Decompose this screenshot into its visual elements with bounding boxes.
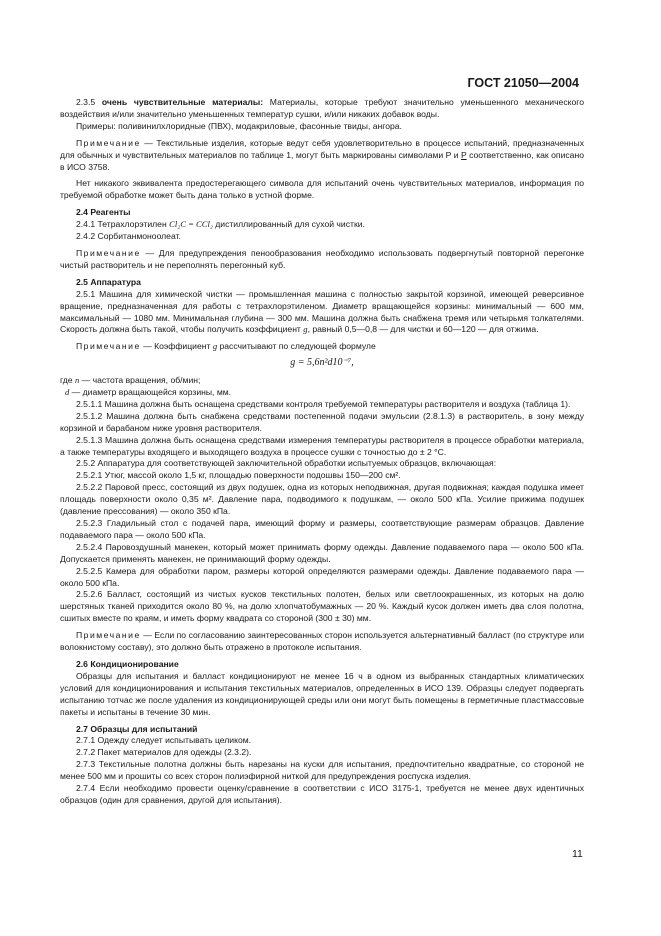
page-number: 11 <box>572 848 583 860</box>
heading-2-4: 2.4 Реагенты <box>76 207 131 218</box>
item-2-5-1-1: 2.5.1.1 Машина должна быть оснащена средствами контроля требуемой температуры растворителя и воздуха (таблица 1). <box>76 398 571 409</box>
item-2-7-3: 2.7.3 Текстильные полотна должны быть нарезаны на куски для испытания, предпочтительно квадратные, со стороной не менее 500 мм и прошиты со всех сторон полиэфирной ниткой для предупреждения роспуска изделия. <box>60 759 584 782</box>
heading-2-6: 2.6 Кондиционирование <box>76 658 179 669</box>
item-2-5-2: 2.5.2 Аппаратура для соответствующей заключительной обработки испытуемых образцов, включающая: <box>76 458 497 469</box>
item-2-5-2-2: 2.5.2.2 Паровой пресс, состоящий из двух подушек, одна из которых неподвижная, другая подвижная; каждая подушка имеет площадь поверхности около 0,35 м². Давление пара, подводимого к подушкам, — около 500 кПа. Усилие прижима подушек (давление прессования) — около 350 кПа. <box>60 482 584 517</box>
care-symbol-p: P <box>461 149 467 160</box>
note-2: Примечание — Для предупреждения пенообразования необходимо использовать подвергнутый повторной перегонке чистый растворитель и не переполнять перегонный куб. <box>60 247 584 270</box>
note-4: Примечание — Если по согласованию заинтересованных сторон используется альтернативный балласт (по структуре или волокнистому составу), это должно быть отражено в протоколе испытания. <box>60 630 584 653</box>
note-label: Примечание <box>76 341 141 352</box>
item-2-4-2: 2.4.2 Сорбитанмоноолеат. <box>76 231 181 242</box>
item-2-5-2-1: 2.5.2.1 Утюг, массой около 1,5 кг, площадью поверхности подошвы 150—200 см². <box>76 470 401 481</box>
document-body <box>60 97 584 807</box>
item-2-5-1: 2.5.1 Машина для химической чистки — промышленная машина с полностью закрытой корзиной, имеющей реверсивное вращение, предназначенная для работы с тетрахлорэтиленом. Диаметр вращающейся корзины: минимальный — 600 мм, максимальный — 1080 мм. Минимальная глубина — 300 мм. Машина должна быть снабжена тремя или четырьмя толкателями. Скорость должна быть такой, чтобы получить коэффициент g, равный 0,5—0,8 — для чистки и 60—120 — для отжима. <box>60 288 584 335</box>
item-2-7-4: 2.7.4 Если необходимо провести оценку/сравнение в соответствии с ИСО 3175-1, требуется не менее двух идентичных образцов (один для сравнения, другой для испытания). <box>60 783 584 805</box>
formula-coefficient-g: g = 5,6n²d10⁻⁷, <box>290 357 354 369</box>
item-2-5-2-4: 2.5.2.4 Паровоздушный манекен, который может принимать форму одежды. Давление подаваемого пара — около 500 кПа. Допускается применять манекен, не принимающий форму одежды. <box>60 541 584 564</box>
where-n: где n — частота вращения, об/мин; <box>60 375 201 386</box>
doc-header-code: ГОСТ 21050—2004 <box>467 76 579 90</box>
item-2-4-1: 2.4.1 Тетрахлорэтилен Cl₂C = CCl₂ дистиллированный для сухой чистки. <box>76 219 365 230</box>
item-2-7-2: 2.7.2 Пакет материалов для одежды (2.3.2). <box>76 747 252 758</box>
examples-line: Примеры: поливинилхлоридные (ПВХ), модакриловые, фасонные твиды, ангора. <box>76 120 402 131</box>
paragraph-no-equivalent: Нет никакого эквивалента предостерегающего символа для испытаний очень чувствительных материалов, информация по требуемой обработке может быть дана только в устной форме. <box>60 178 584 201</box>
item-2-5-2-3: 2.5.2.3 Гладильный стол с подачей пара, имеющий форму и размеры, соответствующие размерам образцов. Давление подаваемого пара — около 500 кПа. <box>60 518 584 540</box>
note-label: Примечание <box>76 630 141 641</box>
formula-tetrachloroethylene: Cl₂C = CCl₂ <box>169 219 213 230</box>
note-label: Примечание <box>76 247 141 258</box>
heading-2-5: 2.5 Аппаратура <box>76 276 141 287</box>
item-2-5-2-5: 2.5.2.5 Камера для обработки паром, размеры которой определяются размерами одежды. Давление подаваемого пара — около 500 кПа. <box>60 565 584 588</box>
item-2-5-2-6: 2.5.2.6 Балласт, состоящий из чистых кусков текстильных полотен, белых или светлоокрашенных, из которых на долю шерстяных тканей приходится около 80 %, на долю хлопчатобумажных — 20 %. Каждый кусок должен иметь два слоя полотна, сшитых вместе по краям, и иметь форму квадрата со стороной (300 ± 30) мм. <box>60 589 584 624</box>
note-3: Примечание — Коэффициент g рассчитывают по следующей формуле <box>76 341 376 352</box>
heading-2-7: 2.7 Образцы для испытаний <box>76 723 198 734</box>
section-2-3-5: 2.3.5 очень чувствительные материалы: Материалы, которые требуют значительно уменьшенного механического воздействия и/или значительно уменьшенных температур сушки, и/или никаких добавок воды. <box>60 97 584 119</box>
where-d: d — диаметр вращающейся корзины, мм. <box>65 387 232 398</box>
note-1: Примечание — Текстильные изделия, которые ведут себя удовлетворительно в процессе испытаний, предназначенных для обычных и чувствительных материалов по таблице 1, могут быть маркированы символами P и P соответственно, как описано в ИСО 3758. <box>60 137 584 172</box>
paragraph-2-6: Образцы для испытания и балласт кондиционируют не менее 16 ч в одном из выбранных стандартных климатических условий для кондиционирования и испытания текстильных материалов, определенных в ИСО 139. Образцы следует подвергать испытанию тотчас же после удаления из кондиционирующей среды или они могут быть помещены в герметичные пластмассовые пакеты и испытаны в течение 30 мин. <box>60 670 584 717</box>
term-very-sensitive: очень чувствительные материалы: <box>101 97 264 107</box>
note-label: Примечание <box>76 137 141 148</box>
item-2-7-1: 2.7.1 Одежду следует испытывать целиком. <box>76 735 252 746</box>
item-2-5-1-2: 2.5.1.2 Машина должна быть снабжена средствами постепенной подачи эмульсии (2.8.1.3) в растворитель, в зону между корзиной и барабаном ниже уровня растворителя. <box>60 410 584 433</box>
item-2-5-1-3: 2.5.1.3 Машина должна быть оснащена средствами измерения температуры растворителя в процессе обработки материала, а также температуры входящего и выходящего воздуха в процессе сушки с точностью до ± 2 °С. <box>60 434 584 457</box>
